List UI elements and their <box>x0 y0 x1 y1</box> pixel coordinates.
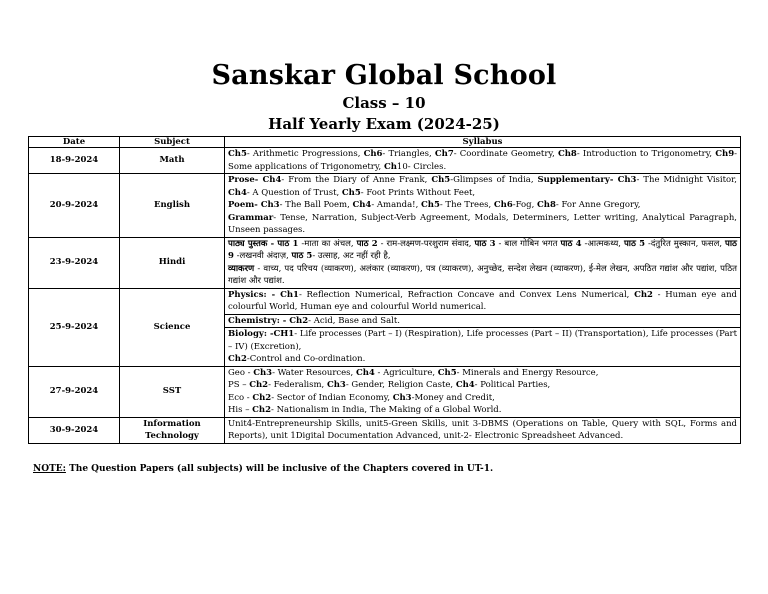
date-cell: 18-9-2024 <box>29 148 120 174</box>
date-cell: 27-9-2024 <box>29 366 120 417</box>
syllabus-english <box>225 174 741 238</box>
syllabus-header: Syllabus <box>225 137 741 148</box>
syllabus-text: - Nationalism in India, The Making of a Global World. <box>271 405 502 415</box>
syllabus-text: Ch8 <box>537 200 556 210</box>
syllabus-text: - Minerals and Energy Resource, <box>456 367 599 378</box>
syllabus-text: Ch9 <box>715 149 735 159</box>
syllabus-text: पाठ 5 <box>291 251 313 261</box>
syllabus-text: Geo - <box>228 367 254 378</box>
syllabus-text: -Control and Co-ordination. <box>246 354 366 364</box>
syllabus-physics <box>225 288 741 314</box>
date-header: Date <box>29 137 120 148</box>
syllabus-text: Prose- Ch4 <box>228 175 282 185</box>
syllabus-text: पाठ 2 <box>356 238 378 249</box>
date-cell: 25-9-2024 <box>29 288 120 366</box>
syllabus-text: Ch <box>383 161 397 172</box>
syllabus-text: Ch6 <box>363 149 383 159</box>
syllabus-text: - Water Resources, <box>272 367 356 378</box>
syllabus-text: Ch2 <box>252 392 272 403</box>
syllabus-text: -आत्मकथ्य, <box>581 238 624 249</box>
syllabus-hindi <box>225 237 741 288</box>
syllabus-text: Ch7 <box>434 149 454 159</box>
syllabus-text: Ch2 <box>228 354 247 364</box>
syllabus-text: - उत्साह, अट नहीं रही है, <box>312 251 391 261</box>
syllabus-text: - Agriculture, <box>374 367 438 378</box>
syllabus-it <box>225 417 741 443</box>
exam-schedule-table <box>28 136 741 444</box>
syllabus-text: - Acid, Base and Salt. <box>308 315 401 326</box>
note-body: The Question Papers (all subjects) will be inclusive of the Chapters covered in UT-1. <box>65 464 494 474</box>
syllabus-text: PS – <box>228 380 250 390</box>
subject-cell: Science <box>120 288 225 366</box>
note-text <box>33 464 493 474</box>
syllabus-text: - बाल गोबिन भगत <box>495 238 561 249</box>
table-row <box>29 148 741 174</box>
syllabus-text: Ch4 <box>355 367 375 378</box>
syllabus-text: Ch2 <box>634 289 653 300</box>
syllabus-text: Poem- Ch3 <box>228 200 280 210</box>
syllabus-text: - Introduction to Trigonometry, <box>576 149 716 159</box>
subject-cell: Math <box>120 148 225 174</box>
syllabus-text: Ch3 <box>253 367 273 378</box>
subject-cell: Hindi <box>120 237 225 288</box>
syllabus-text: पाठ्य पुस्तक - पाठ 1 <box>228 238 299 249</box>
subject-cell: SST <box>120 366 225 417</box>
syllabus-text: Unit4-Entrepreneurship Skills, unit5-Green Skills, unit 3-DBMS (Operations on Table, Query with SQL, Forms and Reports), unit 1Digital Documentation Advanced, unit-2- Electronic Spreadsheet Advanced. <box>228 418 737 441</box>
syllabus-text: - Political Parties, <box>474 380 551 390</box>
syllabus-text: Ch2 <box>252 405 272 415</box>
table-row <box>29 417 741 443</box>
exam-title: Half Yearly Exam (2024-25) <box>268 115 500 133</box>
table-row <box>29 237 741 288</box>
syllabus-text: -लखनवी अंदाज़, <box>233 251 292 261</box>
syllabus-text: - The Midnight Visitor, <box>636 175 737 185</box>
syllabus-text: Ch5 <box>341 187 361 198</box>
syllabus-text: -Glimpses of India, <box>450 175 538 185</box>
syllabus-text: Supplementary- Ch3 <box>537 175 637 185</box>
class-label: Class – 10 <box>342 94 426 112</box>
syllabus-text: - For Anne Gregory, <box>555 200 641 210</box>
syllabus-text: - Foot Prints Without Feet, <box>360 187 476 198</box>
syllabus-text: पाठ 5 <box>623 238 646 249</box>
syllabus-text: - Amanda!, <box>371 200 421 210</box>
syllabus-text: - The Trees, <box>439 200 494 210</box>
syllabus-text: Ch4 <box>228 187 247 198</box>
syllabus-text: Biology: -CH1 <box>228 329 295 339</box>
syllabus-text: Ch5 <box>437 367 457 378</box>
syllabus-text: -Fog, <box>512 200 538 210</box>
syllabus-text: -दंतुरित मुस्कान, फसल, <box>645 238 725 249</box>
syllabus-text: His – <box>228 405 253 415</box>
syllabus-text: Ch3 <box>326 380 346 390</box>
syllabus-text: Chemistry: - Ch2 <box>228 315 309 326</box>
syllabus-text: पाठ 9 <box>228 238 737 261</box>
syllabus-text: Grammar <box>228 212 274 223</box>
syllabus-biology <box>225 328 741 367</box>
syllabus-text: - Reflection Numerical, Refraction Concave and Convex Lens Numerical, <box>298 289 635 300</box>
table-row <box>29 288 741 314</box>
syllabus-text: - राम-लक्ष्मण-परशुराम संवाद, <box>377 238 475 249</box>
syllabus-text: Ch5 <box>228 149 247 159</box>
syllabus-text: पाठ 3 <box>474 238 496 249</box>
syllabus-text: Ch2 <box>249 380 269 390</box>
note-label: NOTE: <box>33 464 66 474</box>
syllabus-text: - Gender, Religion Caste, <box>345 380 456 390</box>
syllabus-text: व्याकरण <box>228 263 255 274</box>
syllabus-text: - Coordinate Geometry, <box>453 149 558 159</box>
syllabus-text: Ch5 <box>421 200 440 210</box>
syllabus-text: - Life processes (Part – I) (Respiration), Life processes (Part – II) (Transportation), Life processes (Part – IV) (Excretion), <box>228 329 738 352</box>
syllabus-text: - Human eye and colourful World, Human eye and colourful World numerical. <box>228 289 737 312</box>
school-title: Sanskar Global School <box>211 60 557 91</box>
syllabus-text: - From the Diary of Anne Frank, <box>281 175 432 185</box>
syllabus-chemistry <box>225 314 741 328</box>
syllabus-text: Eco - <box>228 392 253 403</box>
syllabus-text: - वाच्य, पद परिचय (व्याकरण), अलंकार (व्याकरण), पत्र (व्याकरण), अनुच्छेद, सन्देश लेखन (व्याकरण), ई-मेल लेखन, अपठित गद्यांश और पद्यांश, पठित गद्यांश और पद्यांश. <box>228 263 737 286</box>
syllabus-text: Ch8 <box>557 149 577 159</box>
date-cell: 20-9-2024 <box>29 174 120 238</box>
syllabus-text: Physics: - Ch1 <box>228 289 299 300</box>
syllabus-math <box>225 148 741 174</box>
date-cell: 30-9-2024 <box>29 417 120 443</box>
syllabus-text: Ch3 <box>392 392 412 403</box>
subject-cell: English <box>120 174 225 238</box>
syllabus-text: Ch6 <box>493 200 513 210</box>
table-row <box>29 174 741 238</box>
syllabus-text: - Sector of Indian Economy, <box>271 392 393 403</box>
syllabus-sst <box>225 366 741 417</box>
date-cell: 23-9-2024 <box>29 237 120 288</box>
syllabus-text: Ch5 <box>431 175 451 185</box>
subject-header: Subject <box>120 137 225 148</box>
syllabus-text: Ch4 <box>352 200 372 210</box>
syllabus-text: पाठ 4 <box>560 238 582 249</box>
syllabus-text: - Triangles, <box>382 149 435 159</box>
syllabus-text: - Arithmetic Progressions, <box>246 149 364 159</box>
syllabus-text: -Money and Credit, <box>411 392 495 403</box>
syllabus-text: -माता का अंचल, <box>298 238 357 249</box>
table-header-row <box>29 137 741 148</box>
syllabus-text: - A Question of Trust, <box>246 187 342 198</box>
syllabus-text: - Tense, Narration, Subject-Verb Agreement, Modals, Determiners, Letter writing, Analytical Paragraph, Unseen passages. <box>228 212 737 235</box>
syllabus-text: Ch4 <box>455 380 475 390</box>
syllabus-text: - The Ball Poem, <box>279 200 353 210</box>
syllabus-text: - Federalism, <box>268 380 327 390</box>
table-row <box>29 366 741 417</box>
subject-cell: Information Technology <box>120 417 225 443</box>
syllabus-text: - Some applications of Trigonometry, <box>228 149 737 172</box>
syllabus-text: 10- Circles. <box>396 161 447 172</box>
